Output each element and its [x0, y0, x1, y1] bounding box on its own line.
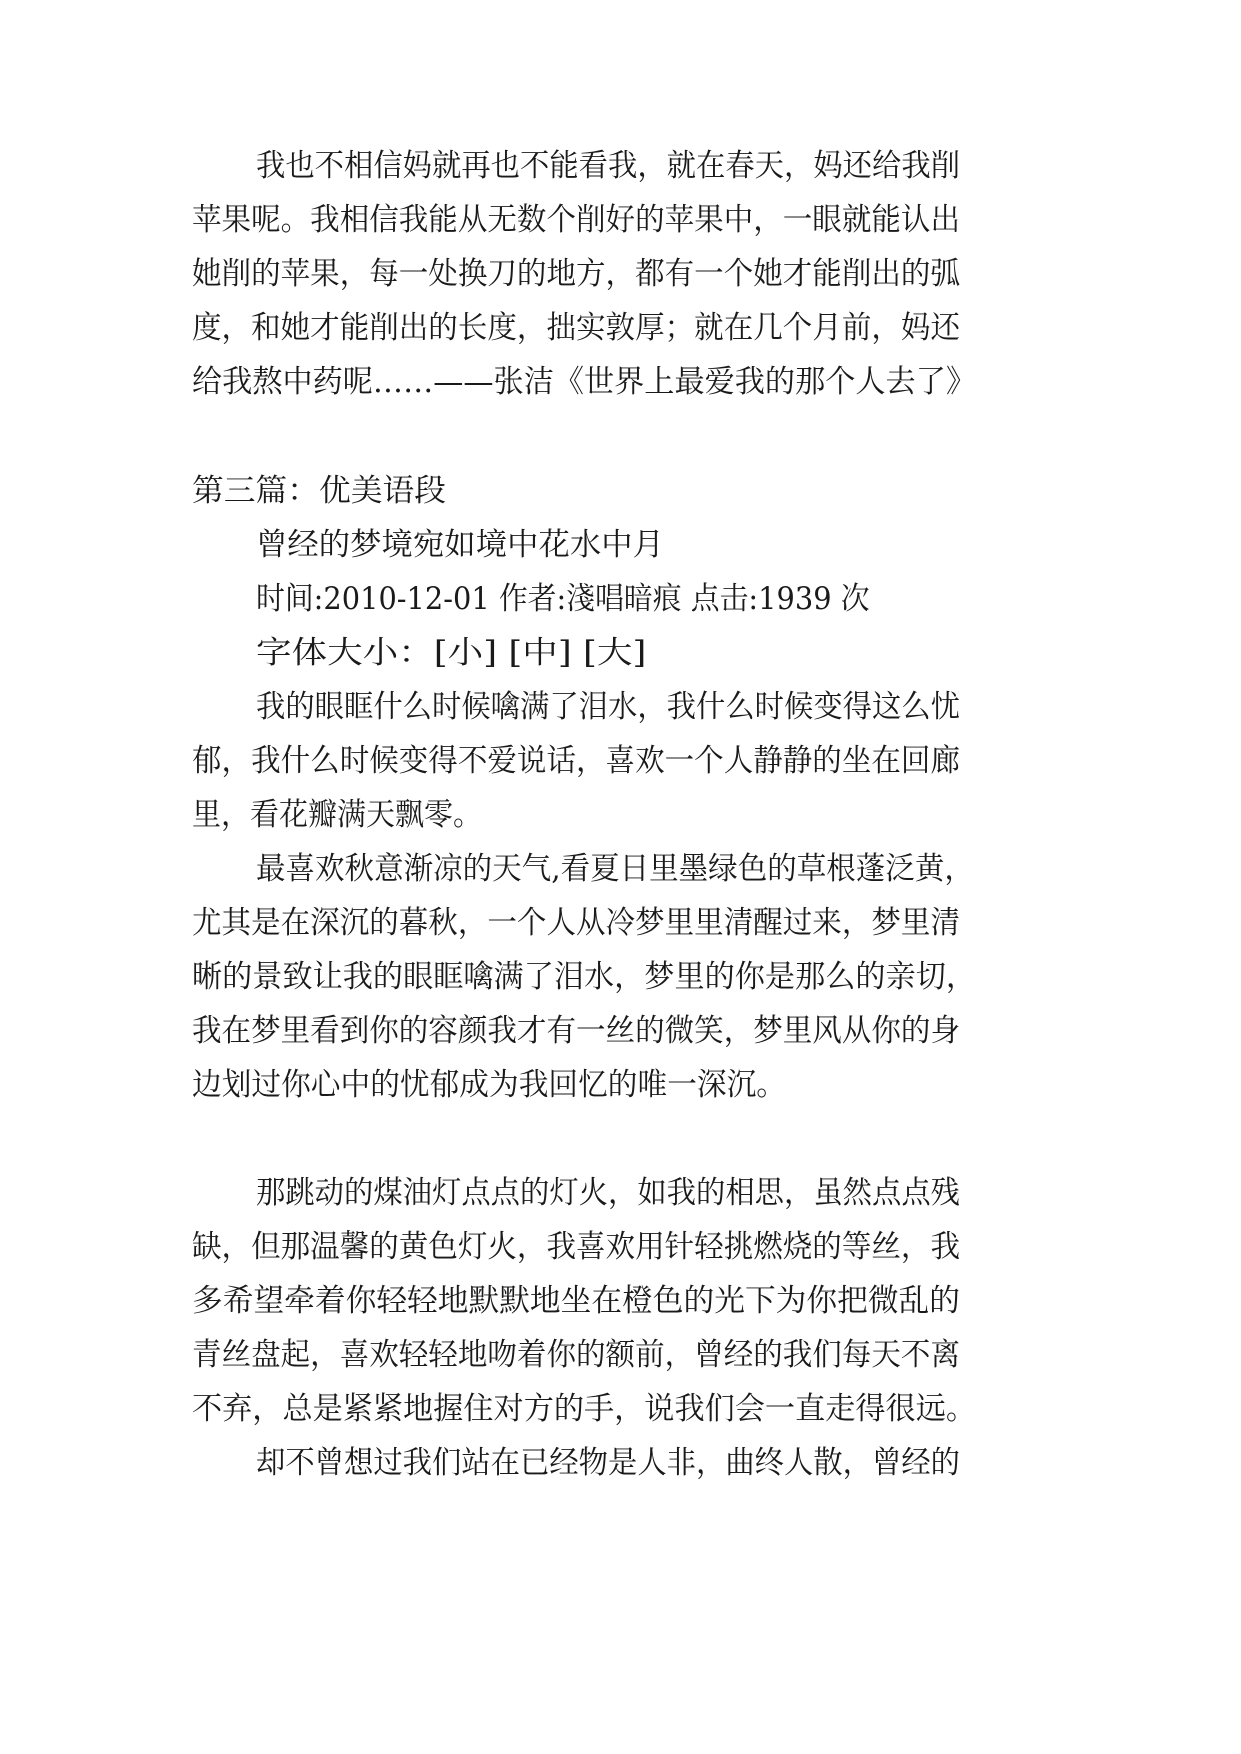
- excerpt-line: 我也不相信妈就再也不能看我，就在春天，妈还给我削: [256, 148, 960, 184]
- paragraph-line: 多希望牵着你轻轻地默默地坐在橙色的光下为你把微乱的: [192, 1283, 960, 1319]
- paragraph-line: 晰的景致让我的眼眶噙满了泪水，梦里的你是那么的亲切，: [192, 959, 976, 995]
- paragraph-line: 里，看花瓣满天飘零。: [192, 797, 482, 833]
- excerpt-line: 她削的苹果，每一处换刀的地方，都有一个她才能削出的弧: [192, 256, 960, 292]
- paragraph-line: 不弃，总是紧紧地握住对方的手，说我们会一直走得很远。: [192, 1391, 976, 1427]
- excerpt-line: 给我熬中药呢……——张洁《世界上最爱我的那个人去了》: [192, 364, 976, 400]
- excerpt-line: 苹果呢。我相信我能从无数个削好的苹果中，一眼就能认出: [192, 202, 960, 238]
- article-title: 曾经的梦境宛如境中花水中月: [256, 527, 664, 563]
- paragraph-line: 那跳动的煤油灯点点的灯火，如我的相思，虽然点点残: [256, 1175, 960, 1211]
- excerpt-line: 度，和她才能削出的长度，拙实敦厚；就在几个月前，妈还: [192, 310, 960, 346]
- paragraph-line: 尤其是在深沉的暮秋，一个人从冷梦里里清醒过来，梦里清: [192, 905, 960, 941]
- paragraph-line: 青丝盘起，喜欢轻轻地吻着你的额前，曾经的我们每天不离: [192, 1337, 960, 1373]
- paragraph-line: 我的眼眶什么时候噙满了泪水，我什么时候变得这么忧: [256, 689, 960, 725]
- paragraph-line: 却不曾想过我们站在已经物是人非，曲终人散，曾经的: [256, 1445, 960, 1481]
- paragraph-line: 缺，但那温馨的黄色灯火，我喜欢用针轻挑燃烧的等丝，我: [192, 1229, 960, 1265]
- paragraph-line: 最喜欢秋意渐凉的天气,看夏日里墨绿色的草根蓬泛黄，: [256, 851, 974, 887]
- paragraph-line: 郁，我什么时候变得不爱说话，喜欢一个人静静的坐在回廊: [192, 743, 960, 779]
- paragraph-line: 边划过你心中的忧郁成为我回忆的唯一深沉。: [192, 1067, 786, 1103]
- article-meta: 时间:2010-12-01 作者:淺唱暗痕 点击:1939 次: [256, 581, 870, 617]
- font-size-options: 字体大小：[小] [中] [大]: [256, 635, 647, 671]
- section-heading: 第三篇：优美语段: [192, 473, 446, 509]
- paragraph-line: 我在梦里看到你的容颜我才有一丝的微笑，梦里风从你的身: [192, 1013, 960, 1049]
